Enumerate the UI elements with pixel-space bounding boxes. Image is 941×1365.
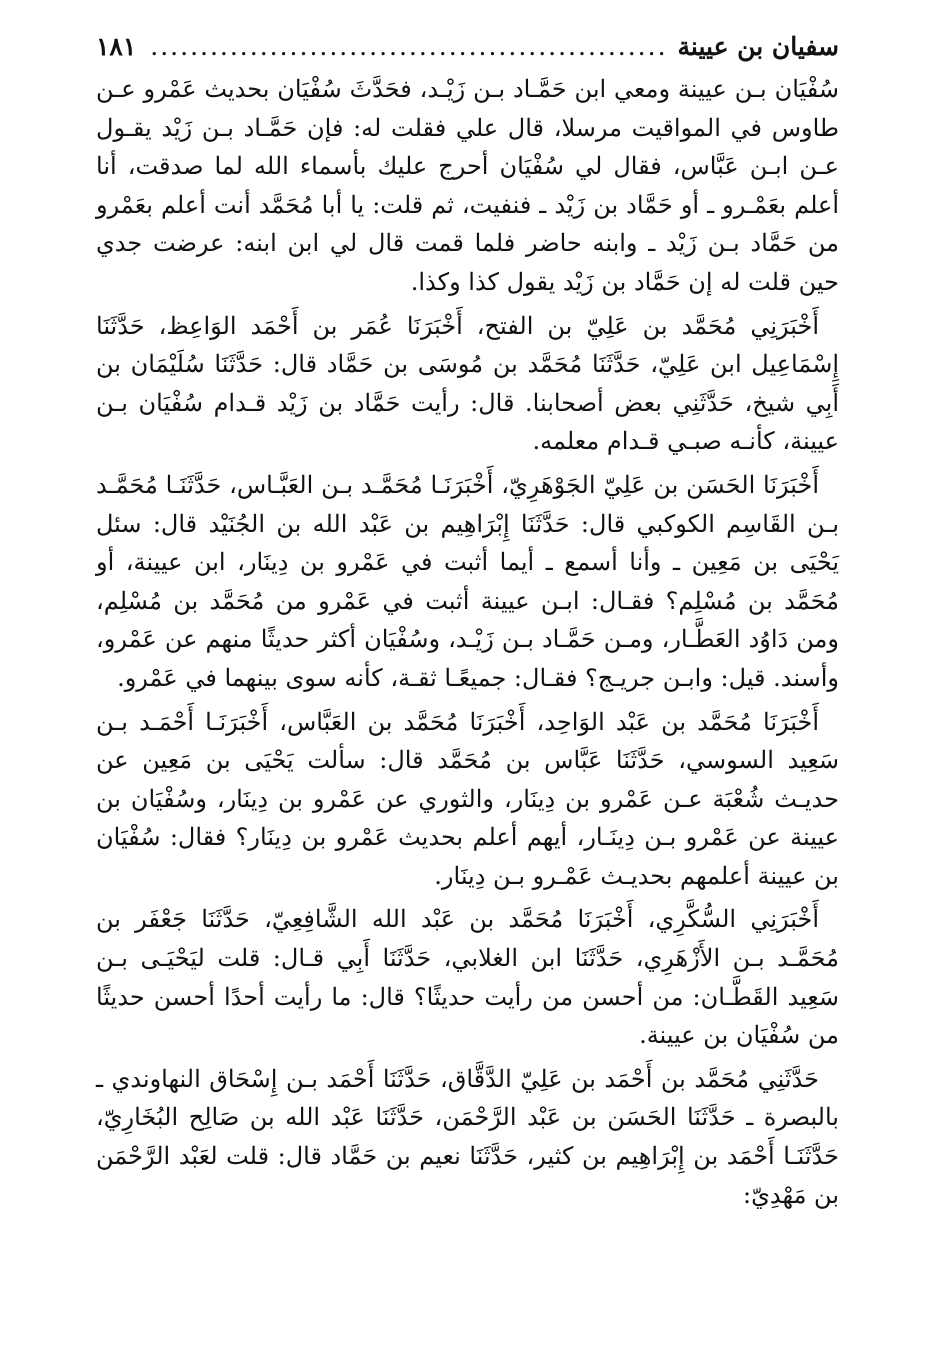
paragraph-3: أَخْبَرَنَا الحَسَن بن عَلِيّ الجَوْهَرِيّ، أَخْبَرَنَـا مُحَمَّـد بـن العَبَّـاس، حَدَّثَنَـا مُحَمَّـد بـن القَاسِم الكوكبي قال: حَدَّثَنَا إِبْرَاهِيم بن عَبْد الله بن الجُنَيْد قال: سئل يَحْيَى بن مَعِين ـ وأنا أسمع ـ أيما أثبت في عَمْرو بن دِينَار، ابن عيينة، أو مُحَمَّد بن مُسْلِم؟ فقـال: ابـن عيينة أثبت في عَمْرو من مُحَمَّد بن مُسْلِم، ومن دَاوُد العَطَّـار، ومـن حَمَّـاد بـن زَيْـد، وسُفْيَان أكثر حديثًا منهم عن عَمْرو، وأسند. قيل: وابـن جريـج؟ فقـال: جميعًـا ثقـة، كأنه سوى بينهما في عَمْرو.: [96, 470, 840, 692]
leader-dots: [146, 30, 667, 64]
paragraph-2: أَخْبَرَنِي مُحَمَّد بن عَلِيّ بن الفتح، أَخْبَرَنَا عُمَر بن أَحْمَد الوَاعِظ، حَدَّثَنَا إِسْمَاعِيل ابن عَلِيّ، حَدَّثَنَا مُحَمَّد بن مُوسَى بن حَمَّاد قال: حَدَّثَنَا سُلَيْمَان بن أَبِي شيخ، حَدَّثَنِي بعض أصحابنا. قال: رأيت حَمَّاد بن زَيْد قـدام سُفْيَان بـن عيينة، كأنـه صبـي قـدام معلمه.: [96, 311, 839, 456]
paragraph-1: سُفْيَان بـن عيينة ومعي ابن حَمَّـاد بـن زَيْـد، فحَدَّثَ سُفْيَان بحديث عَمْرو عـن طاوس في المواقيت مرسلا، قال علي فقلت له: فإن حَمَّـاد بـن زَيْد يقـول عـن ابـن عَبَّاس، فقال لي سُفْيَان أحرج عليك بأسماء الله لما صدقت، أنا أعلم بعَمْـرو ـ أو حَمَّاد بن زَيْد ـ فنفيت، ثم قلت: يا أبا مُحَمَّد أنت أعلم بعَمْرو من حَمَّاد بـن زَيْد ـ وابنه حاضر فلما قمت قال لي ابن ابنه: عرضت جدي حين قلت له إن حَمَّاد بن زَيْد يقول كذا وكذا.: [96, 75, 839, 296]
paragraph-4: أَخْبَرَنَا مُحَمَّد بن عَبْد الوَاحِد، أَخْبَرَنَا مُحَمَّد بن العَبَّاس، أَخْبَرَنَـا أَحْمَـد بـن سَعِيد السوسي، حَدَّثَنَا عَبَّاس بن مُحَمَّد قال: سألت يَحْيَى بن مَعِين عن حديـث شُعْبَة عـن عَمْرو بن دِينَار، والثوري عن عَمْرو بن دِينَار، وسُفْيَان بن عيينة عن عَمْرو بـن دِينَـار، أيهم أعلم بحديث عَمْرو بن دِينَار؟ فقال: سُفْيَان بن عيينة أعلمهم بحديـث عَمْـرو بـن دِينَار.: [96, 707, 839, 890]
paragraph-6: حَدَّثَنِي مُحَمَّد بن أَحْمَد بن عَلِيّ الدَّقَّاق، حَدَّثَنَا أَحْمَد بـن إِسْحَاق النهاوندي ـ بالبصرة ـ حَدَّثَنَا الحَسَن بن عَبْد الرَّحْمَن، حَدَّثَنَا عَبْد الله بن صَالِح البُخَارِيّ، حَدَّثَنَـا أَحْمَد بن إِبْرَاهِيم بن كثير، حَدَّثَنَا نعيم بن حَمَّاد قال: قلت لعَبْد الرَّحْمَن بن مَهْدِيّ:: [96, 1064, 839, 1209]
paragraph-5: أَخْبَرَنِي السُّكَّرِي، أَخْبَرَنَا مُحَمَّد بن عَبْد الله الشَّافِعِيّ، حَدَّثَنَا جَعْفَر بن مُحَمَّـد بـن الأَزْهَرِي، حَدَّثَنَا ابن الغلابي، حَدَّثَنَا أَبِي قـال: قلت ليَحْيَـى بـن سَعِيد القَطَّـان: من أحسن من رأيت حديثًا؟ قال: ما رأيت أحدًا أحسن حديثًا من سُفْيَان بن عيينة.: [96, 905, 839, 1050]
running-title: سفيان بن عيينة: [677, 32, 839, 61]
page-header: [96, 30, 839, 70]
page-body: [96, 70, 839, 1214]
page-number: ١٨١: [96, 32, 137, 61]
